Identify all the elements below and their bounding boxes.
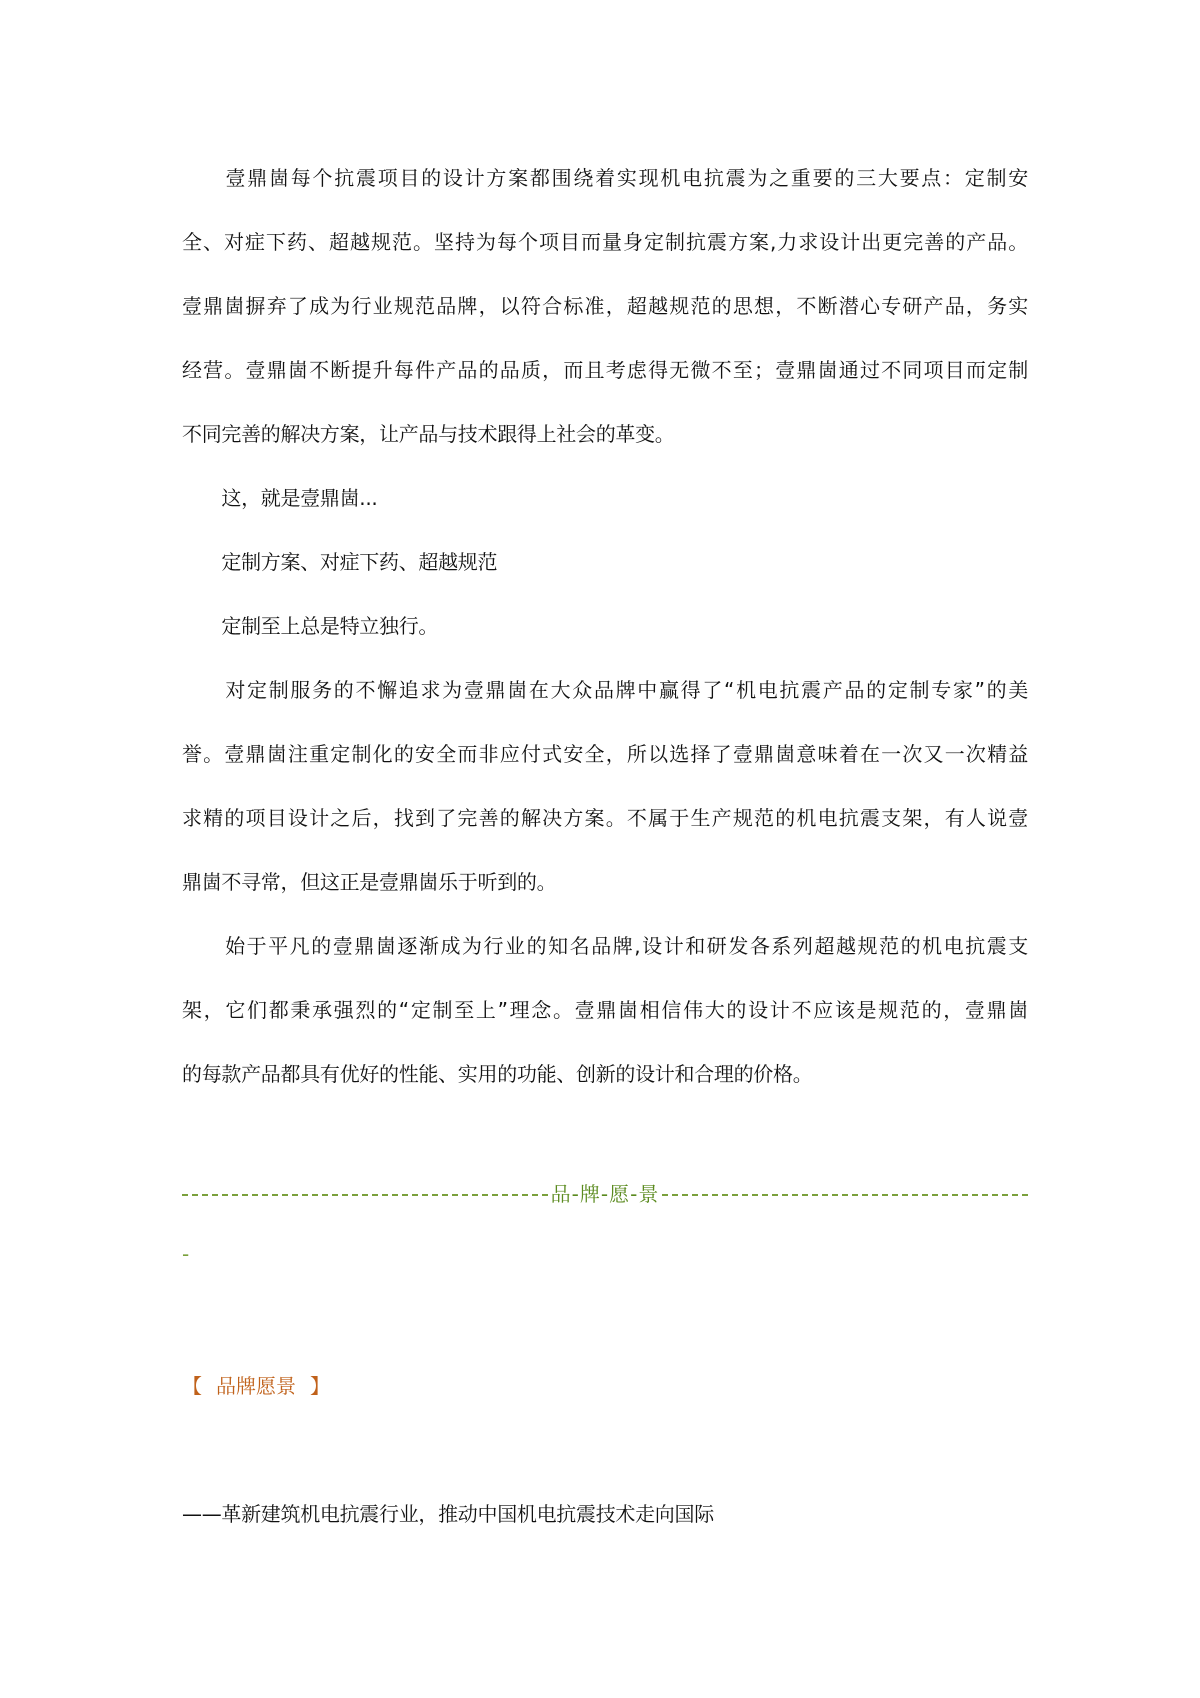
paragraph-1-line-1: 壹鼎崮每个抗震项目的设计方案都围绕着实现机电抗震为之重要的三大要点：定制安 — [182, 166, 1028, 190]
paragraph-5-line-4: 鼎崮不寻常，但这正是壹鼎崮乐于听到的。 — [182, 870, 557, 894]
paragraph-6-line-2: 架，它们都秉承强烈的“定制至上”理念。壹鼎崮相信伟大的设计不应该是规范的，壹鼎崮 — [182, 998, 1028, 1022]
paragraph-6-line-1: 始于平凡的壹鼎崮逐渐成为行业的知名品牌,设计和研发各系列超越规范的机电抗震支 — [182, 934, 1028, 958]
paragraph-4: 定制至上总是特立独行。 — [182, 614, 439, 638]
paragraph-1-line-2: 全、对症下药、超越规范。坚持为每个项目而量身定制抗震方案,力求设计出更完善的产品。 — [182, 230, 1028, 254]
heading-bracket-open: 【 — [182, 1374, 202, 1398]
divider-title: 品-牌-愿-景 — [550, 1182, 660, 1206]
paragraph-5-line-3: 求精的项目设计之后，找到了完善的解决方案。不属于生产规范的机电抗震支架，有人说壹 — [182, 806, 1028, 830]
section-divider — [182, 1174, 1028, 1214]
paragraph-1-line-4: 经营。壹鼎崮不断提升每件产品的品质，而且考虑得无微不至；壹鼎崮通过不同项目而定制 — [182, 358, 1028, 382]
paragraph-5-line-2: 誉。壹鼎崮注重定制化的安全而非应付式安全，所以选择了壹鼎崮意味着在一次又一次精益 — [182, 742, 1028, 766]
divider-dash-left — [182, 1194, 548, 1196]
paragraph-6-line-3: 的每款产品都具有优好的性能、实用的功能、创新的设计和合理的价格。 — [182, 1062, 813, 1086]
paragraph-1-line-3: 壹鼎崮摒弃了成为行业规范品牌，以符合标准，超越规范的思想，不断潜心专研产品，务实 — [182, 294, 1028, 318]
divider-trailing-dash: - — [182, 1242, 190, 1266]
divider-dash-right — [662, 1194, 1028, 1196]
heading-text: 品牌愿景 — [216, 1374, 296, 1398]
section-heading — [182, 1366, 330, 1406]
paragraph-2: 这，就是壹鼎崮... — [182, 486, 378, 510]
brand-vision-slogan: ——革新建筑机电抗震行业，推动中国机电抗震技术走向国际 — [182, 1502, 714, 1526]
heading-bracket-close: 】 — [310, 1374, 330, 1398]
paragraph-5-line-1: 对定制服务的不懈追求为壹鼎崮在大众品牌中赢得了“机电抗震产品的定制专家”的美 — [182, 678, 1028, 702]
paragraph-1-line-5: 不同完善的解决方案，让产品与技术跟得上社会的革变。 — [182, 422, 675, 446]
paragraph-3: 定制方案、对症下药、超越规范 — [182, 550, 498, 574]
